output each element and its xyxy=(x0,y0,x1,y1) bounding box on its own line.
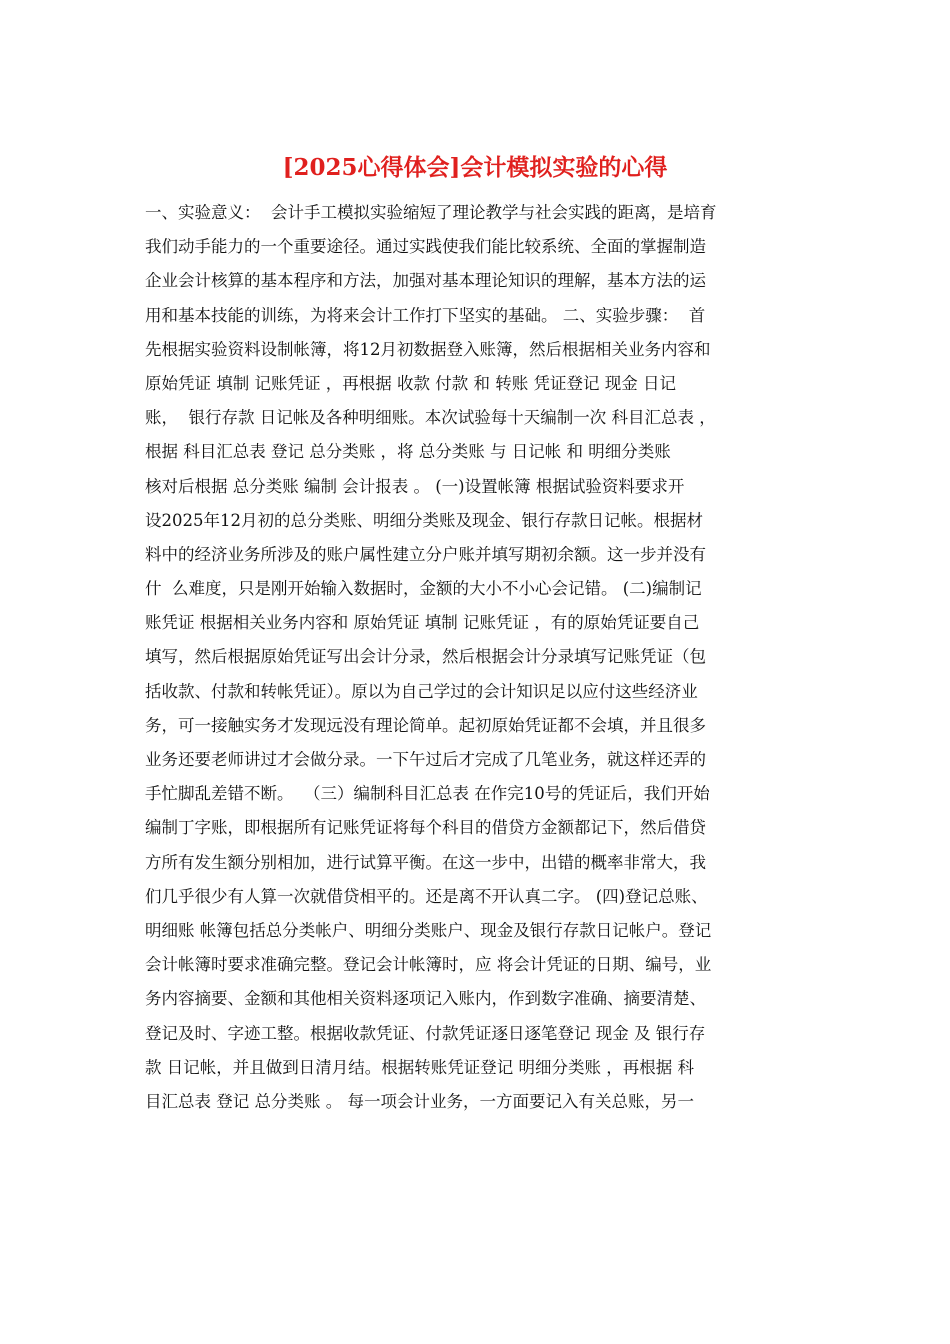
body-line: 登记及时、字迹工整。根据收款凭证、付款凭证逐日逐笔登记 现金 及 银行存 xyxy=(145,1023,706,1043)
body-line: 账， 银行存款 日记帐及各种明细账。本次试验每十天编制一次 科目汇总表 ， xyxy=(145,408,716,428)
body-line: 括收款、付款和转帐凭证）。原以为自己学过的会计知识足以应付这些经济业 xyxy=(145,681,698,701)
body-line: 我们动手能力的一个重要途径。通过实践使我们能比较系统、全面的掌握制造 xyxy=(145,237,706,257)
body-line: 款 日记帐，并且做到日清月结。根据转账凭证登记 明细分类账 ，再根据 科 xyxy=(145,1057,694,1077)
body-line: 账凭证 根据相关业务内容和 原始凭证 填制 记账凭证 ，有的原始凭证要自己 xyxy=(145,613,700,633)
body-line: 根据 科目汇总表 登记 总分类账 ，将 总分类账 与 日记帐 和 明细分类账 xyxy=(145,442,671,462)
body-line: 企业会计核算的基本程序和方法，加强对基本理论知识的理解，基本方法的运 xyxy=(145,271,706,291)
body-line: 会计帐簿时要求准确完整。登记会计帐簿时，应 将会计凭证的日期、编号，业 xyxy=(145,955,712,975)
body-line: 用和基本技能的训练，为将来会计工作打下坚实的基础。 二、实验步骤： 首 xyxy=(145,305,706,325)
body-line: 核对后根据 总分类账 编制 会计报表 。 (一)设置帐簿 根据试验资料要求开 xyxy=(145,476,685,496)
body-line: 业务还要老师讲过才会做分录。一下午过后才完成了几笔业务，就这样还弄的 xyxy=(145,750,706,769)
body-line: 方所有发生额分别相加，进行试算平衡。在这一步中，出错的概率非常大，我 xyxy=(145,852,706,872)
body-line: 务内容摘要、金额和其他相关资料逐项记入账内，作到数字准确、摘要清楚、 xyxy=(145,989,706,1009)
document-body xyxy=(145,196,810,1119)
body-line: 填写，然后根据原始凭证写出会计分录，然后根据会计分录填写记账凭证（包 xyxy=(145,647,706,667)
body-line: 们几乎很少有人算一次就借贷相平的。还是离不开认真二字。 (四)登记总账、 xyxy=(145,886,708,906)
body-line: 一、实验意义： 会计手工模拟实验缩短了理论教学与社会实践的距离，是培育 xyxy=(145,203,717,222)
body-line: 原始凭证 填制 记账凭证 ，再根据 收款 付款 和 转账 凭证登记 现金 日记 xyxy=(145,373,676,393)
body-line: 编制丁字账，即根据所有记账凭证将每个科目的借贷方金额都记下，然后借贷 xyxy=(145,818,706,838)
body-line: 料中的经济业务所涉及的账户属性建立分户账并填写期初余额。这一步并没有 xyxy=(145,544,706,564)
body-line: 设2025年12月初的总分类账、明细分类账及现金、银行存款日记帐。根据材 xyxy=(145,510,703,530)
document-title: [2025心得体会]会计模拟实验的心得 xyxy=(282,154,668,181)
body-line: 什 么难度，只是刚开始输入数据时，金额的大小不小心会记错。 (二)编制记 xyxy=(145,579,702,599)
body-line: 务，可一接触实务才发现远没有理论简单。起初原始凭证都不会填，并且很多 xyxy=(145,715,706,735)
body-line: 手忙脚乱差错不断。 （三）编制科目汇总表 在作完10号的凭证后，我们开始 xyxy=(145,784,710,804)
body-line: 目汇总表 登记 总分类账 。 每一项会计业务，一方面要记入有关总账，另一 xyxy=(145,1091,694,1111)
body-line: 明细账 帐簿包括总分类帐户、明细分类账户、现金及银行存款日记帐户。登记 xyxy=(145,920,712,940)
body-line: 先根据实验资料设制帐簿，将12月初数据登入账簿，然后根据相关业务内容和 xyxy=(145,339,711,359)
